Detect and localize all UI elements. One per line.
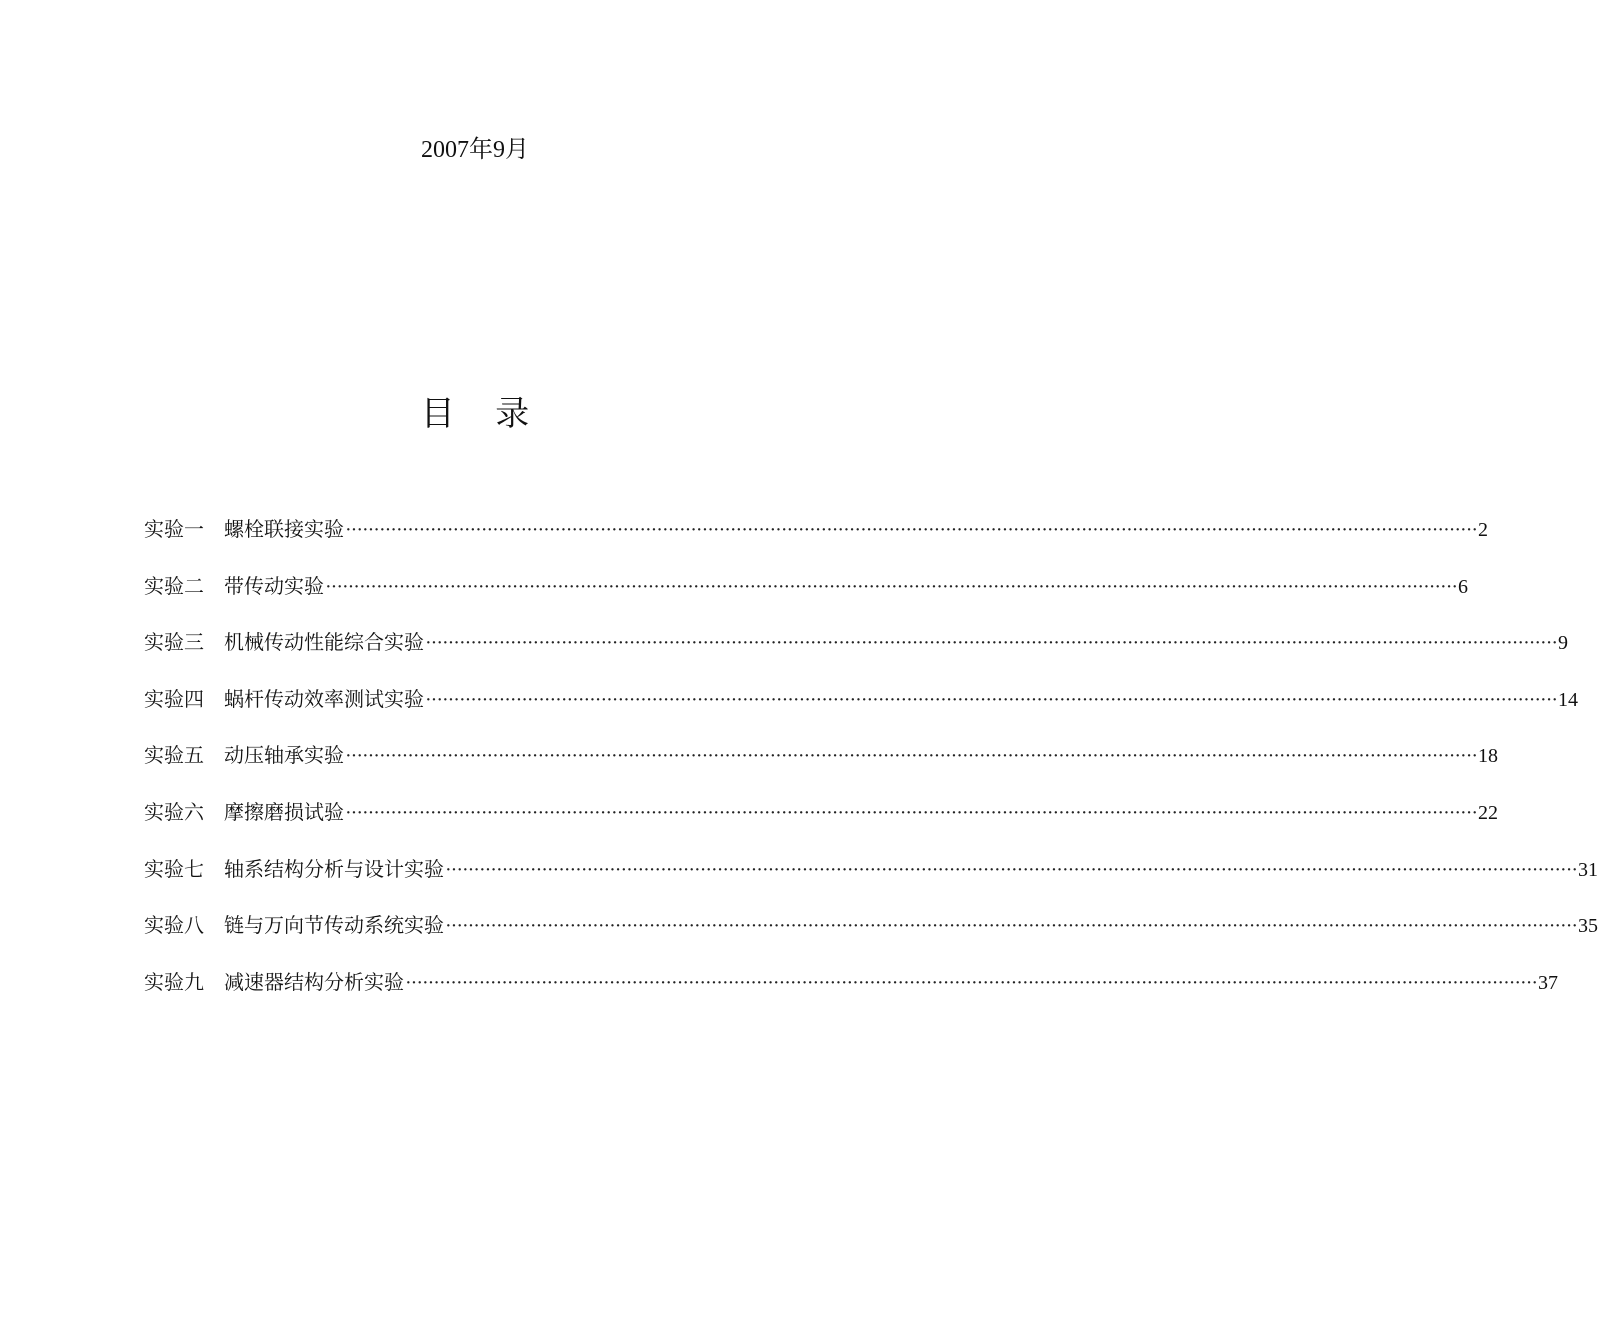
toc-entry-number: 实验四 [144,688,204,711]
toc-entry-page: 2 [1478,519,1489,541]
toc-dot-leader: ········································································································································································································ [445,858,1578,881]
toc-entry-number: 实验七 [144,858,204,881]
table-of-contents [144,512,1598,1021]
toc-entry-number: 实验六 [144,801,204,824]
toc-entry[interactable] [144,738,1499,795]
toc-entry-title: 摩擦磨损试验 [224,801,344,824]
toc-entry-page: 6 [1458,575,1469,598]
toc-entry-title: 轴系结构分析与设计实验 [224,858,444,881]
toc-entry-title: 链与万向节传动系统实验 [224,915,444,938]
toc-entry[interactable] [144,795,1499,852]
toc-dot-leader: ········································································································································································································ [345,801,1478,824]
toc-entry-page: 14 [1558,688,1579,711]
toc-entry-title: 动压轴承实验 [224,745,344,768]
toc-entry-number: 实验一 [144,519,204,541]
toc-entry[interactable] [144,682,1579,739]
toc-dot-leader: ········································································································································································································ [425,632,1558,655]
toc-dot-leader: ········································································································································································································ [425,688,1558,711]
toc-dot-leader: ········································································································································································································ [325,575,1458,598]
toc-entry-title: 减速器结构分析实验 [224,971,404,994]
toc-entry-page: 18 [1478,745,1499,768]
toc-entry-page: 37 [1538,971,1559,994]
toc-entry-number: 实验九 [144,971,204,994]
toc-entry-page: 35 [1578,915,1598,938]
toc-title: 目 录 [420,396,546,433]
toc-entry-title: 蜗杆传动效率测试实验 [224,688,424,711]
document-date: 2007年9月 [421,137,529,163]
toc-entry[interactable] [144,569,1469,626]
toc-entry-title: 带传动实验 [224,575,324,598]
toc-entry[interactable] [144,908,1598,965]
toc-entry-title: 螺栓联接实验 [224,519,344,541]
toc-entry-page: 9 [1558,632,1569,655]
toc-entry[interactable] [144,965,1559,1022]
toc-entry-title: 机械传动性能综合实验 [224,632,424,655]
toc-entry-number: 实验五 [144,745,204,768]
toc-entry-page: 31 [1578,858,1598,881]
toc-entry-number: 实验八 [144,915,204,938]
toc-dot-leader: ········································································································································································································ [345,745,1478,768]
toc-dot-leader: ········································································································································································································ [405,971,1538,994]
toc-dot-leader: ········································································································································································································ [345,519,1478,541]
toc-entry[interactable] [144,852,1598,909]
toc-entry[interactable] [144,625,1569,682]
toc-entry[interactable] [144,512,1489,569]
toc-entry-page: 22 [1478,801,1499,824]
toc-dot-leader: ········································································································································································································ [445,915,1578,938]
toc-entry-number: 实验三 [144,632,204,655]
toc-entry-number: 实验二 [144,575,204,598]
